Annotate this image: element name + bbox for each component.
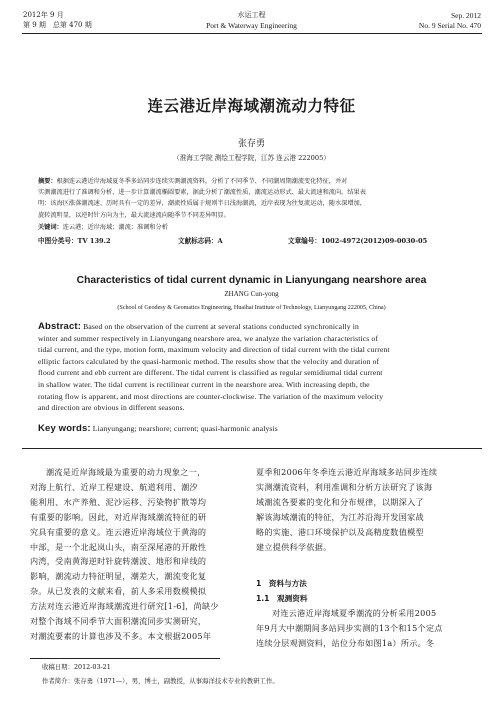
body-line: 连续分层观测资料，站位分布如图1a）所示。冬 xyxy=(256,637,435,648)
received-date: 收稿日期：2012-03-21 xyxy=(42,663,111,671)
body-line: 方法对连云港近岸海域潮流进行研究[1-6]，尚缺少 xyxy=(30,601,219,612)
body-line: 对潮流要素的计算也涉及不多。本文根据2005年 xyxy=(30,630,212,641)
body-line: 内湾，受南黄海逆时针旋转潮波、地形和岸线的 xyxy=(30,556,207,567)
body-line: 建立提供科学依据。 xyxy=(256,541,332,552)
keywords-en-text: Lianyungang; nearshore; current; quasi-harmonic analysis xyxy=(92,424,278,433)
keywords-en-label: Key words: xyxy=(38,423,91,434)
document-code: 文献标志码：A xyxy=(178,237,223,245)
author-bio: 作者简介：张存勇（1971—），男，博士，副教授，从事海洋技术专业的教研工作。 xyxy=(42,677,279,685)
author-en: ZHANG Cun-yong xyxy=(224,290,279,298)
abstract-en-label: Abstract: xyxy=(38,321,82,332)
body-line: 对连云港近岸海域夏季潮流的分析采用2005 xyxy=(272,608,437,618)
abstract-en-line: Based on the observation of the current at several stations conducted synchronically in xyxy=(83,322,359,331)
clc-number: 中图分类号：TV 139.2 xyxy=(38,237,111,245)
header-journal-en: Port & Waterway Engineering xyxy=(206,21,297,30)
header-journal-zh: 水运工程 xyxy=(237,11,266,19)
body-column-right xyxy=(256,465,480,554)
abstract-zh-line: 实测潮流进行了准调和分析，进一步计算潮流椭圆要素，据此分析了潮流性质、潮流运动形式、最大流速和流向。结果表 xyxy=(38,189,366,197)
section-divider xyxy=(22,448,482,449)
footnote-rule xyxy=(30,658,220,659)
body-line: 域潮流各要素的变化和分布规律，以期深入了 xyxy=(256,496,424,507)
abstract-en-line: winter and summer respectively in Lianyungang nearshore area, we analyze the variation characteristics of xyxy=(38,333,379,343)
paper-title-zh: 连云港近岸海域潮流动力特征 xyxy=(147,96,356,115)
abstract-en-line: elliptic factors calculated by the quasi-harmonic method. The results show that the velocity and duration of xyxy=(38,356,380,366)
body-column-left xyxy=(30,465,248,644)
abstract-zh-line: 根据连云港近岸海域夏冬季多站同步连续实测潮流资料，分析了不同季节、不同潮周期潮流变化特征，并对 xyxy=(56,178,348,185)
body-line: 年9月大中潮期间多站同步实测的13个和15个定点 xyxy=(256,622,443,633)
header-issue-en: No. 9 Serial No. 470 xyxy=(418,21,481,30)
keywords-zh xyxy=(38,222,470,233)
article-number: 文章编号：1002-4972(2012)09-0030-05 xyxy=(288,237,428,245)
header-date-en: Sep. 2012 xyxy=(451,11,481,20)
body-line: 有重要的影响。因此，对近岸海域潮流特征的研 xyxy=(30,511,207,522)
body-line: 解该海域潮流的特征，为江苏沿海开发国家战 xyxy=(256,511,424,522)
abstract-zh-line: 明：该海区涨落潮流速、历时具有一定的差异，潮流性质属于规则半日浅海潮流，近岸表现为往复流运动，随水深增加， xyxy=(38,200,366,208)
header-date-zh: 2012年 9 月 xyxy=(23,11,64,19)
body-line: 对整个海域不同季节大面积潮流同步实测研究， xyxy=(30,616,207,627)
body-line: 对海上航行、近岸工程建设、航道利用、潮汐 xyxy=(30,481,198,492)
abstract-en xyxy=(38,321,470,414)
body-line: 中部，是一个北起岚山头，南至深尾港的开敞性 xyxy=(30,541,207,552)
body-line: 夏季和2006年冬季连云港近岸海域多站同步连续 xyxy=(256,467,438,477)
keywords-en xyxy=(38,423,470,435)
keywords-zh-label: 关键词： xyxy=(38,224,63,231)
body-line: 略的实施、港口环境保护以及高精度数值模型 xyxy=(256,526,424,537)
affiliation-en: (School of Geodesy & Geomatics Engineering, Huaihai Institute of Technology, Lianyungang 222005, China) xyxy=(117,305,386,311)
section-heading-1: 1 资料与方法 xyxy=(256,579,307,588)
abstract-en-line: tidal current, and the type, motion form, maximum velocity and direction of tidal current with the tidal current xyxy=(38,345,390,355)
abstract-en-line: and direction are obvious in different seasons. xyxy=(38,403,185,413)
body-line: 潮流是近岸海域最为重要的动力现象之一， xyxy=(46,467,206,477)
body-line: 能利用、水产养殖、泥沙运移、污染物扩散等均 xyxy=(30,496,207,507)
paper-title-en: Characteristics of tidal current dynamic in Lianyungang nearshore area xyxy=(76,275,427,286)
abstract-zh-line: 旋转流明显，以逆时针方向为主，最大流速流向随季节不同差异明显。 xyxy=(38,211,230,219)
keywords-zh-text: 连云港；近岸海域；潮流；准调和分析 xyxy=(62,224,168,231)
abstract-en-line: in shallow water. The tidal current is rectilinear current in the nearshore area. With increasing depth, the xyxy=(38,379,370,389)
body-line: 实测潮流资料，利用准调和分析方法研究了该海 xyxy=(256,481,433,492)
header-issue-zh: 第 9 期 总第 470 期 xyxy=(23,21,92,29)
body-line: 杂。从已发表的文献来看，前人多采用数模模拟 xyxy=(30,586,207,597)
abstract-zh-label: 摘要： xyxy=(38,178,57,185)
author-zh: 张存勇 xyxy=(237,139,265,149)
abstract-en-line: rotating flow is apparent, and most directions are counter-clockwise. The variation of the maximum velocity xyxy=(38,391,384,401)
affiliation-zh: （淮海工学院 测绘工程学院，江苏 连云港 222005） xyxy=(173,154,330,162)
body-line: 究具有重要的意义。连云港近岸海域位于黄海的 xyxy=(30,526,207,537)
subsection-heading-1-1: 1.1 观测资料 xyxy=(256,594,308,603)
header-rule xyxy=(22,33,482,34)
abstract-zh xyxy=(38,176,470,221)
body-column-right-lower xyxy=(256,606,480,651)
body-line: 影响，潮流动力特征明显，潮差大，潮流变化复 xyxy=(30,571,207,582)
abstract-en-line: flood current and ebb current are different. The tidal current is classified as regular semidiurnal tidal current xyxy=(38,368,383,378)
